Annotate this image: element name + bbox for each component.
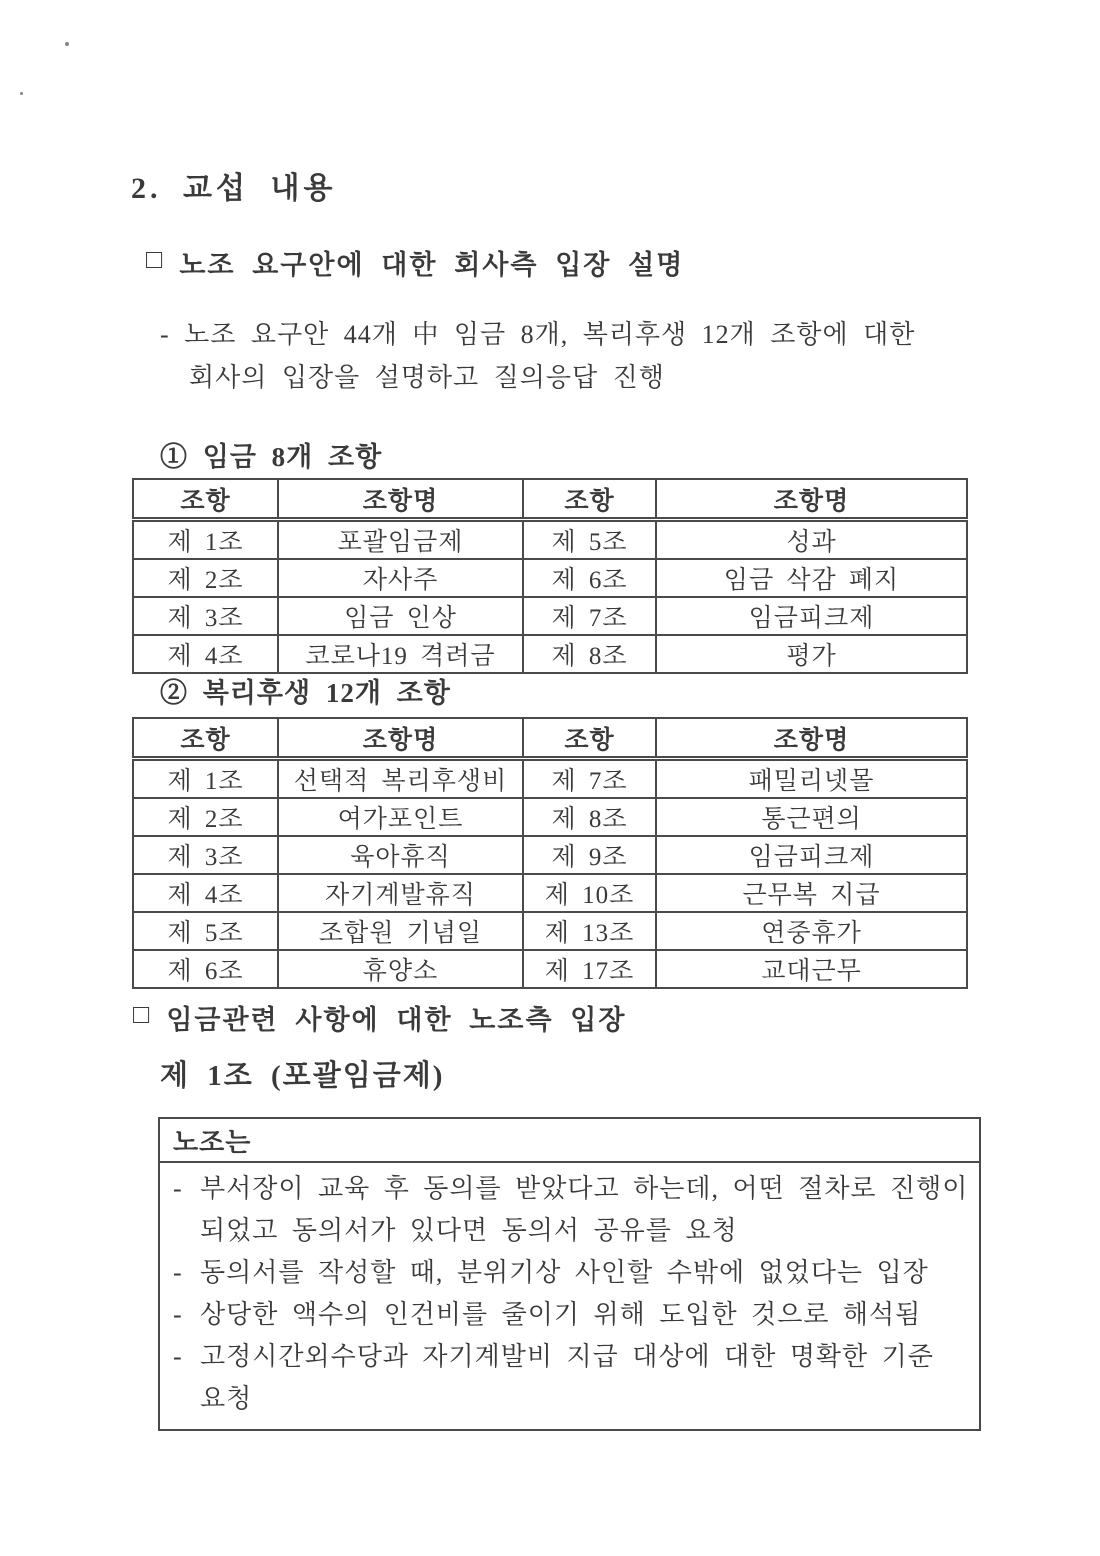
table-cell: 패밀리넷몰	[656, 759, 967, 799]
table-cell: 육아휴직	[278, 836, 523, 874]
table-cell: 제 8조	[523, 798, 656, 836]
position-line-text: 동의서를 작성할 때, 분위기상 사인할 수밖에 없었다는 입장	[200, 1258, 929, 1287]
scan-speck-icon	[20, 92, 23, 95]
table-cell: 여가포인트	[278, 798, 523, 836]
table-cell: 제 5조	[133, 912, 278, 950]
union-position-box-header: 노조는	[160, 1119, 979, 1163]
table-cell: 임금 삭감 폐지	[656, 559, 967, 597]
table-row	[133, 759, 967, 799]
position-line-text: 고정시간외수당과 자기계발비 지급 대상에 대한 명확한 기준	[200, 1342, 934, 1371]
table-row	[133, 798, 967, 836]
table-cell: 평가	[656, 635, 967, 673]
table-cell: 근무복 지급	[656, 874, 967, 912]
dash-bullet: -	[173, 1342, 183, 1371]
table-cell: 제 3조	[133, 836, 278, 874]
table-row	[133, 520, 967, 560]
table-cell: 자기계발휴직	[278, 874, 523, 912]
table-header-row	[133, 479, 967, 520]
table-cell: 제 5조	[523, 520, 656, 560]
table-row	[133, 874, 967, 912]
welfare-table-caption: ② 복리후생 12개 조항	[160, 678, 451, 708]
column-header: 조항명	[278, 718, 523, 759]
table-cell: 임금피크제	[656, 597, 967, 635]
table-cell: 통근편의	[656, 798, 967, 836]
table-row	[133, 559, 967, 597]
table-cell: 임금 인상	[278, 597, 523, 635]
dash-bullet	[173, 1378, 200, 1420]
wage-table-caption: ① 임금 8개 조항	[160, 442, 383, 472]
table-cell: 휴양소	[278, 950, 523, 988]
position-line-text: 상당한 액수의 인건비를 줄이기 위해 도입한 것으로 해석됨	[200, 1300, 922, 1329]
position-line-text: 부서장이 교육 후 동의를 받았다고 하는데, 어떤 절차로 진행이	[200, 1174, 969, 1203]
position-line	[173, 1378, 971, 1420]
position-line-text: 되었고 동의서가 있다면 동의서 공유를 요청	[200, 1216, 738, 1245]
wage-items-table	[132, 478, 968, 674]
table-row	[133, 836, 967, 874]
table-cell: 제 1조	[133, 759, 278, 799]
table-cell: 임금피크제	[656, 836, 967, 874]
welfare-items-table	[132, 717, 968, 989]
table-cell: 제 17조	[523, 950, 656, 988]
table-row	[133, 912, 967, 950]
table-cell: 조합원 기념일	[278, 912, 523, 950]
square-bullet-icon: □	[133, 999, 152, 1029]
table-cell: 코로나19 격려금	[278, 635, 523, 673]
table-cell: 제 6조	[523, 559, 656, 597]
union-position-box-body	[160, 1163, 979, 1429]
column-header: 조항	[133, 718, 278, 759]
section-heading-company-position	[146, 243, 684, 282]
position-line	[173, 1210, 971, 1252]
table-cell: 제 10조	[523, 874, 656, 912]
column-header: 조항	[523, 479, 656, 520]
position-line	[173, 1168, 971, 1210]
column-header: 조항명	[278, 479, 523, 520]
article-subheading: 제 1조 (포괄임금제)	[160, 1060, 445, 1092]
column-header: 조항명	[656, 479, 967, 520]
column-header: 조항	[133, 479, 278, 520]
dash-bullet: -	[173, 1300, 183, 1329]
table-cell: 제 4조	[133, 635, 278, 673]
table-row	[133, 597, 967, 635]
table-cell: 제 8조	[523, 635, 656, 673]
table-cell: 제 6조	[133, 950, 278, 988]
table-cell: 제 2조	[133, 559, 278, 597]
dash-bullet: -	[173, 1258, 183, 1287]
table-cell: 제 3조	[133, 597, 278, 635]
position-line	[173, 1336, 971, 1378]
square-bullet-icon: □	[146, 244, 165, 274]
dash-bullet: -	[173, 1174, 183, 1203]
paragraph-line-2: 회사의 입장을 설명하고 질의응답 진행	[189, 363, 665, 392]
dash-bullet	[173, 1210, 200, 1252]
column-header: 조항명	[656, 718, 967, 759]
table-cell: 제 7조	[523, 597, 656, 635]
table-cell: 교대근무	[656, 950, 967, 988]
section-heading-label: 노조 요구안에 대한 회사측 입장 설명	[179, 250, 685, 280]
table-cell: 연중휴가	[656, 912, 967, 950]
position-line	[173, 1294, 971, 1336]
position-line	[173, 1252, 971, 1294]
position-line-text: 요청	[200, 1384, 253, 1413]
table-header-row	[133, 718, 967, 759]
table-row	[133, 950, 967, 988]
table-cell: 선택적 복리후생비	[278, 759, 523, 799]
table-cell: 자사주	[278, 559, 523, 597]
union-position-box	[158, 1117, 981, 1431]
section-heading-label: 임금관련 사항에 대한 노조측 입장	[166, 1005, 627, 1035]
table-row	[133, 635, 967, 673]
table-cell: 제 9조	[523, 836, 656, 874]
table-cell: 제 7조	[523, 759, 656, 799]
table-cell: 성과	[656, 520, 967, 560]
paragraph-line-1: - 노조 요구안 44개 中 임금 8개, 복리후생 12개 조항에 대한	[160, 320, 916, 349]
table-cell: 제 2조	[133, 798, 278, 836]
table-cell: 제 1조	[133, 520, 278, 560]
table-cell: 제 13조	[523, 912, 656, 950]
table-cell: 제 4조	[133, 874, 278, 912]
page-title: 2. 교섭 내용	[131, 172, 337, 205]
table-cell: 포괄임금제	[278, 520, 523, 560]
column-header: 조항	[523, 718, 656, 759]
scan-speck-icon	[65, 42, 69, 46]
section-heading-union-position	[133, 998, 626, 1037]
